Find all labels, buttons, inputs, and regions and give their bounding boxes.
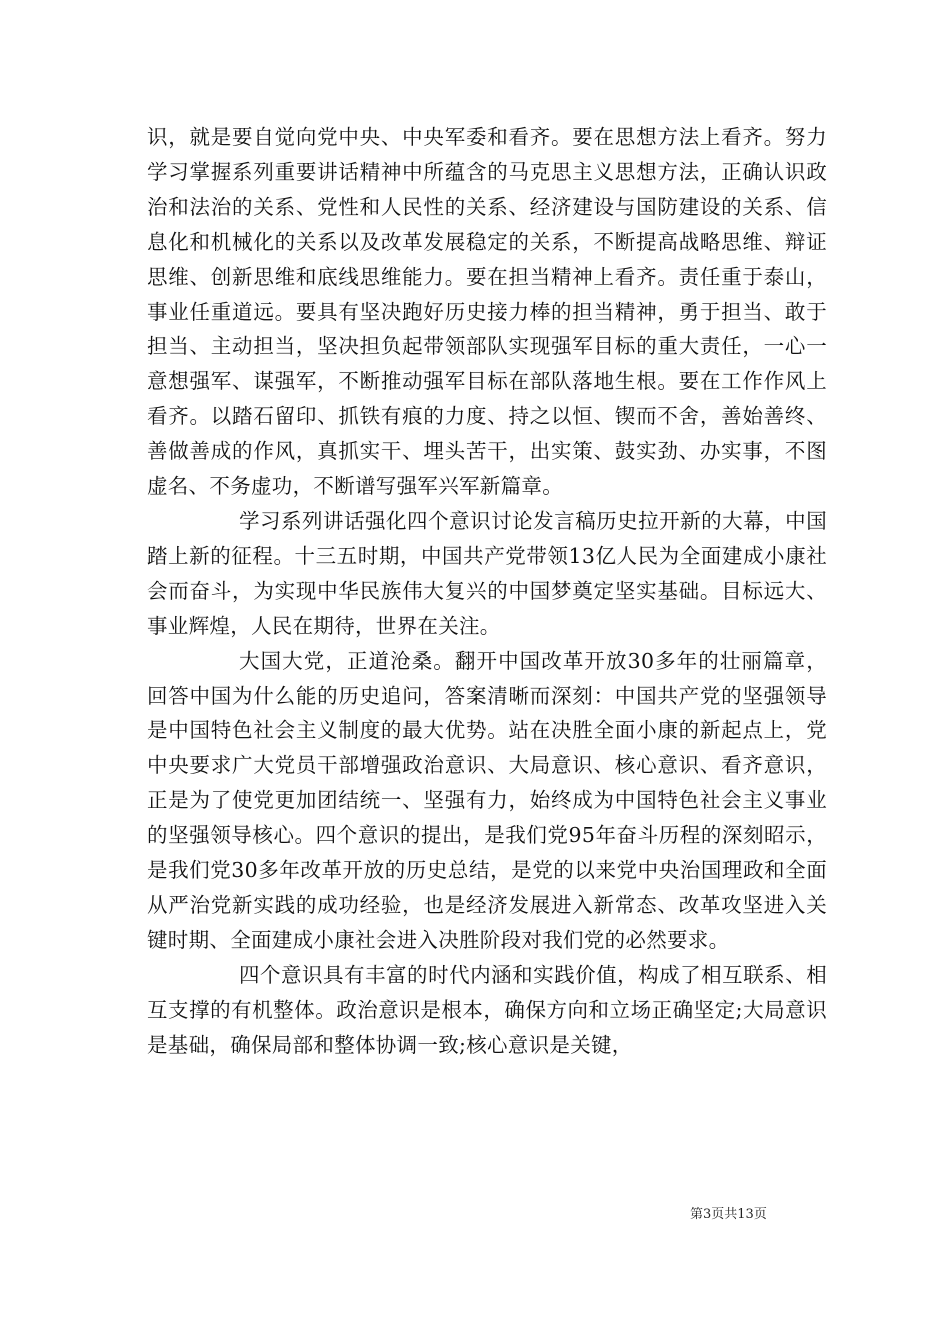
page-number-footer: 第3页共13页 bbox=[690, 1207, 767, 1222]
paragraph-1: 识，就是要自觉向党中央、中央军委和看齐。要在思想方法上看齐。努力学习掌握系列重要讲话精神中所蕴含的马克思主义思想方法，正确认识政治和法治的关系、党性和人民性的关系、经济建设与国防建设的关系、信息化和机械化的关系以及改革发展稳定的关系，不断提高战略思维、辩证思维、创新思维和底线思维能力。要在担当精神上看齐。责任重于泰山，事业任重道远。要具有坚决跑好历史接力棒的担当精神，勇于担当、敢于担当、主动担当，坚决担负起带领部队实现强军目标的重大责任，一心一意想强军、谋强军，不断推动强军目标在部队落地生根。要在工作作风上看齐。以踏石留印、抓铁有痕的力度、持之以恒、锲而不舍，善始善终、善做善成的作风，真抓实干、埋头苦干，出实策、鼓实劲、办实事，不图虚名、不务虚功，不断谱写强军兴军新篇章。 bbox=[147, 125, 827, 499]
document-body bbox=[147, 120, 827, 1062]
paragraph-3: 大国大党，正道沧桑。翻开中国改革开放30多年的壮丽篇章，回答中国为什么能的历史追问，答案清晰而深刻：中国共产党的坚强领导是中国特色社会主义制度的最大优势。站在决胜全面小康的新起点上，党中央要求广大党员干部增强政治意识、大局意识、核心意识、看齐意识，正是为了使党更加团结统一、坚强有力，始终成为中国特色社会主义事业的坚强领导核心。四个意识的提出，是我们党95年奋斗历程的深刻昭示，是我们党30多年改革开放的历史总结，是党的以来党中央治国理政和全面从严治党新实践的成功经验，也是经济发展进入新常态、改革攻坚进入关键时期、全面建成小康社会进入决胜阶段对我们党的必然要求。 bbox=[147, 648, 827, 952]
paragraph-4: 四个意识具有丰富的时代内涵和实践价值，构成了相互联系、相互支撑的有机整体。政治意识是根本，确保方向和立场正确坚定;大局意识是基础，确保局部和整体协调一致;核心意识是关键， bbox=[147, 962, 827, 1057]
paragraph-2: 学习系列讲话强化四个意识讨论发言稿历史拉开新的大幕，中国踏上新的征程。十三五时期，中国共产党带领13亿人民为全面建成小康社会而奋斗，为实现中华民族伟大复兴的中国梦奠定坚实基础。目标远大、事业辉煌，人民在期待，世界在关注。 bbox=[147, 508, 827, 638]
